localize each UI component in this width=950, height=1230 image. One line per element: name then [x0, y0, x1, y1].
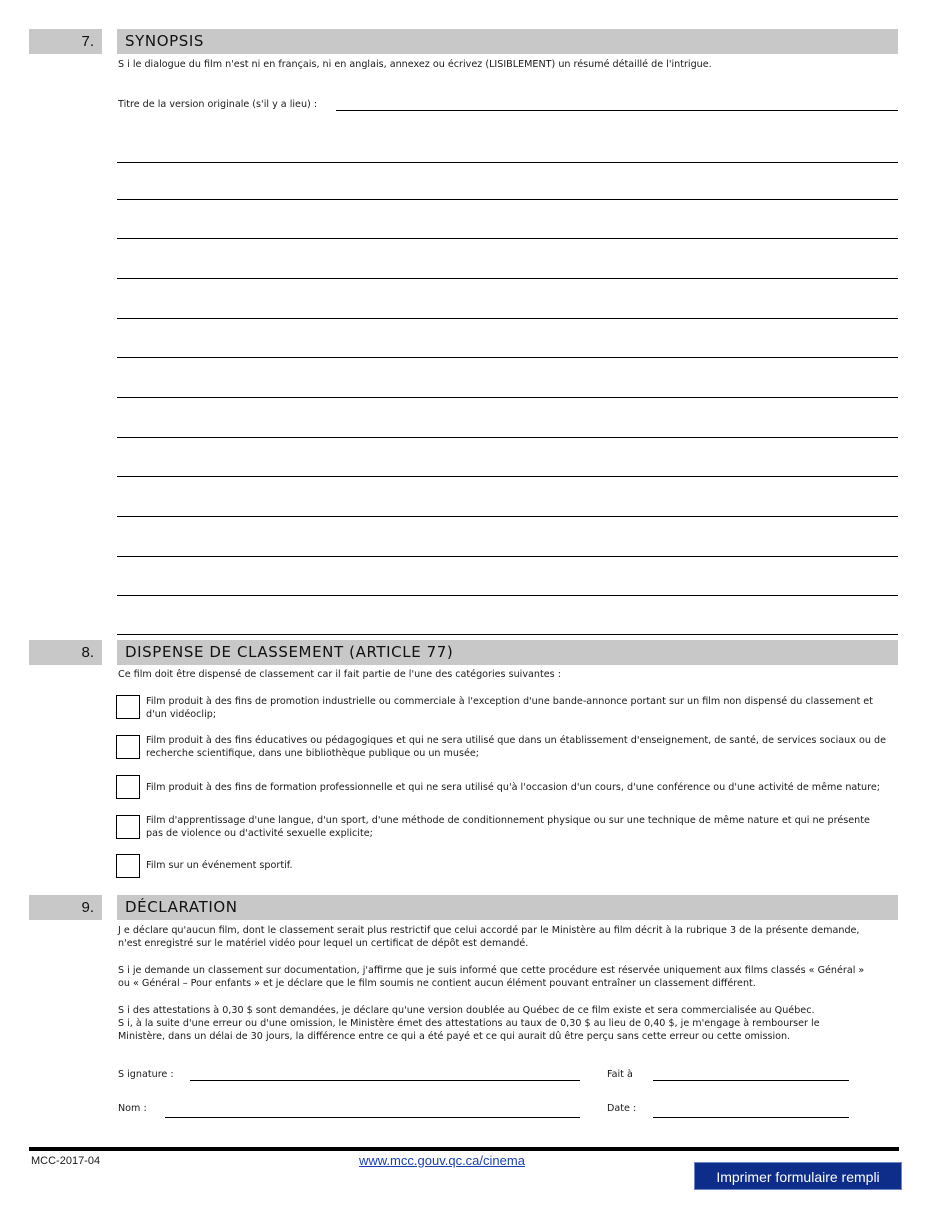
section-9-title: DÉCLARATION [117, 895, 898, 920]
section-9-number: 9. [29, 895, 102, 920]
exemption-option-label: Film produit à des fins éducatives ou pédagogiques et qui ne sera utilisé que dans un établissement d'enseignement, de santé, de services sociaux ou de recherche scientifique, dans une bibliothèque publique ou un musée; [146, 735, 886, 759]
synopsis-line[interactable] [117, 556, 898, 557]
synopsis-line[interactable] [117, 318, 898, 319]
section-7-instruction: S i le dialogue du film n'est ni en français, ni en anglais, annexez ou écrivez (LISIBLEMENT) un résumé détaillé de l'intrigue. [118, 59, 712, 70]
form-code: MCC-2017-04 [31, 1155, 101, 1167]
synopsis-line[interactable] [117, 357, 898, 358]
synopsis-line[interactable] [117, 634, 898, 635]
exemption-option-label: Film produit à des fins de promotion industrielle ou commerciale à l'exception d'une bande-annonce portant sur un film non dispensé du classement et d'un vidéoclip; [146, 696, 873, 720]
synopsis-line[interactable] [117, 278, 898, 279]
nom-label: Nom : [118, 1103, 147, 1114]
fait-a-label: Fait à [607, 1069, 633, 1080]
exemption-checkbox-learning[interactable] [116, 815, 140, 839]
synopsis-line[interactable] [117, 476, 898, 477]
synopsis-line[interactable] [117, 238, 898, 239]
declaration-paragraph-1: J e déclare qu'aucun film, dont le classement serait plus restrictif que celui accordé par le Ministère au film décrit à la rubrique 3 de la présente demande, n'est enregistré sur le matériel vidéo pour lequel un certificat de dépôt est demandé. [118, 925, 860, 949]
synopsis-line[interactable] [117, 162, 898, 163]
nom-field[interactable] [165, 1117, 580, 1118]
synopsis-line[interactable] [117, 516, 898, 517]
declaration-paragraph-3b: S i, à la suite d'une erreur ou d'une omission, le Ministère émet des attestations au taux de 0,30 $ au lieu de 0,40 $, je m'engage à rembourser le Ministère, dans un délai de 30 jours, la différence entre ce qui a été payé et ce qui aurait dû être perçu sans cette erreur ou cette omission. [118, 1018, 820, 1042]
declaration-paragraph-3a: S i des attestations à 0,30 $ sont demandées, je déclare qu'une version doublée au Québec de ce film existe et sera commercialisée au Québec. [118, 1005, 815, 1016]
declaration-paragraph-2: S i je demande un classement sur documentation, j'affirme que je suis informé que cette procédure est réservée uniquement aux films classés « Général » ou « Général – Pour enfants » et je déclare que le film soumis ne contient aucun élément pouvant entraîner un classement différent. [118, 965, 865, 989]
original-title-field[interactable] [336, 110, 898, 111]
signature-label: S ignature : [118, 1069, 174, 1080]
synopsis-line[interactable] [117, 437, 898, 438]
section-8-number: 8. [29, 640, 102, 665]
exemption-checkbox-professional-training[interactable] [116, 775, 140, 799]
original-title-label: Titre de la version originale (s'il y a lieu) : [118, 99, 318, 110]
exemption-checkbox-sports-event[interactable] [116, 854, 140, 878]
section-8-intro: Ce film doit être dispensé de classement car il fait partie de l'une des catégories suivantes : [118, 669, 561, 680]
print-form-button[interactable]: Imprimer formulaire rempli [694, 1162, 902, 1190]
exemption-checkbox-educational[interactable] [116, 735, 140, 759]
date-field[interactable] [653, 1117, 849, 1118]
section-7-title: SYNOPSIS [117, 29, 898, 54]
synopsis-line[interactable] [117, 397, 898, 398]
synopsis-line[interactable] [117, 595, 898, 596]
fait-a-field[interactable] [653, 1080, 849, 1081]
section-7-number: 7. [29, 29, 102, 54]
website-link[interactable]: www.mcc.gouv.qc.ca/cinema [359, 1153, 525, 1168]
synopsis-line[interactable] [117, 199, 898, 200]
date-label: Date : [607, 1103, 637, 1114]
footer-divider [29, 1147, 899, 1151]
section-8-title: DISPENSE DE CLASSEMENT (ARTICLE 77) [117, 640, 898, 665]
exemption-option-label: Film sur un événement sportif. [146, 860, 293, 871]
exemption-option-label: Film d'apprentissage d'une langue, d'un sport, d'une méthode de conditionnement physique ou sur une technique de même nature et qui ne présente pas de violence ou d'activité sexuelle explicite; [146, 815, 870, 839]
exemption-checkbox-promotion[interactable] [116, 695, 140, 719]
signature-field[interactable] [190, 1080, 580, 1081]
exemption-option-label: Film produit à des fins de formation professionnelle et qui ne sera utilisé qu'à l'occasion d'un cours, d'une conférence ou d'une activité de même nature; [146, 782, 881, 793]
